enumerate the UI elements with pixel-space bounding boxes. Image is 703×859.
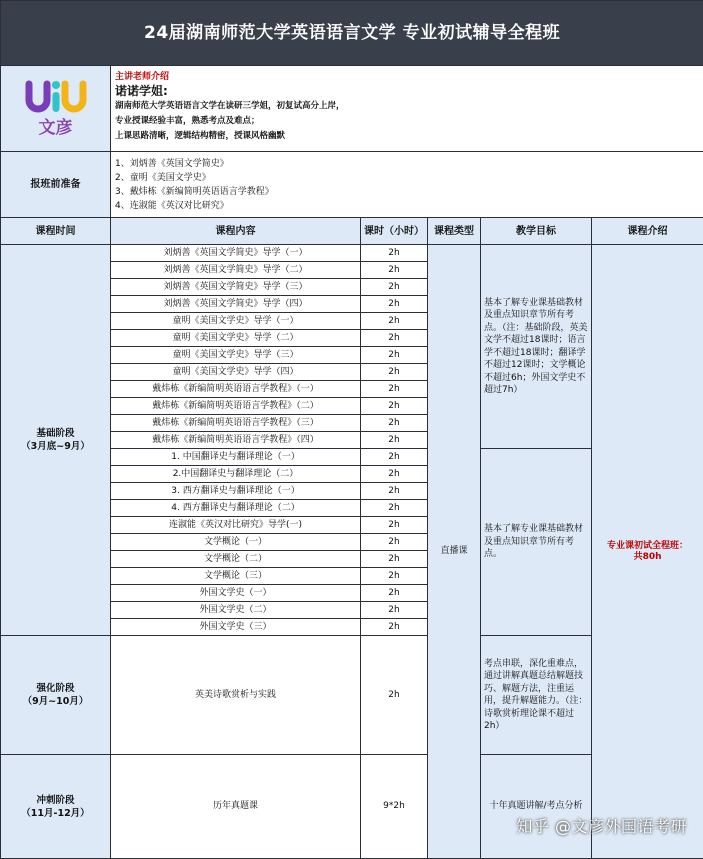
course-hours: 2h (361, 381, 428, 398)
course-item: 2.中国翻译史与翻译理论（二） (111, 466, 361, 483)
prep-item: 2、童明《美国文学史》 (115, 171, 703, 185)
course-hours: 2h (361, 313, 428, 330)
course-item: 英美诗歌赏析与实践 (111, 636, 361, 755)
course-item: 刘炳善《英国文学简史》导学（三） (111, 279, 361, 296)
header-hours: 课时（小时） (361, 218, 428, 245)
course-type: 直播课 (428, 245, 481, 859)
course-hours: 2h (361, 568, 428, 585)
course-item: 戴炜栋《新编简明英语语言学教程》（一） (111, 381, 361, 398)
prep-label: 报班前准备 (1, 152, 111, 218)
logo-mark-icon (25, 80, 87, 116)
course-item: 童明《美国文学史》导学（一） (111, 313, 361, 330)
course-hours: 2h (361, 415, 428, 432)
stage-name: 冲刺阶段 (1, 794, 110, 807)
stage-name: 强化阶段 (1, 682, 110, 695)
header-intro: 课程介绍 (592, 218, 703, 245)
teacher-intro (111, 66, 703, 152)
course-item: 3. 西方翻译史与翻译理论（一） (111, 483, 361, 500)
course-item: 1. 中国翻译史与翻译理论（一） (111, 449, 361, 466)
intro-line: 湖南师范大学英语语言文学在读研三学姐，初复试高分上岸， (115, 99, 703, 114)
stage-cell (1, 245, 111, 636)
course-item: 刘炳善《英国文学简史》导学（一） (111, 245, 361, 262)
intro-line: 上课思路清晰，逻辑结构精密，授课风格幽默 (115, 129, 703, 144)
header-goal: 教学目标 (481, 218, 592, 245)
logo (1, 66, 111, 152)
course-item: 4. 西方翻译史与翻译理论（二） (111, 500, 361, 517)
course-hours: 2h (361, 432, 428, 449)
course-hours: 2h (361, 262, 428, 279)
course-hours: 2h (361, 602, 428, 619)
course-hours: 2h (361, 398, 428, 415)
course-hours: 2h (361, 483, 428, 500)
course-item: 童明《美国文学史》导学（四） (111, 364, 361, 381)
teaching-goal: 基本了解专业课基础教材及重点知识章节所有考点。（注：基础阶段，英美文学不超过18课时；语言学不超过18课时；翻译学不超过12课时；文学概论不超过6h；外国文学史不超过7h） (481, 245, 592, 449)
course-item: 文学概论（二） (111, 551, 361, 568)
course-hours: 2h (361, 517, 428, 534)
course-item: 文学概论（一） (111, 534, 361, 551)
watermark: 知乎 @文彦外国语考研 (516, 814, 687, 837)
prep-item: 1、刘炳善《英国文学简史》 (115, 157, 703, 171)
teacher-name: 诺诺学姐: (115, 83, 703, 99)
course-hours: 2h (361, 296, 428, 313)
course-item: 童明《美国文学史》导学（二） (111, 330, 361, 347)
course-item: 外国文学史（一） (111, 585, 361, 602)
stage-period: （11月-12月） (1, 807, 110, 820)
stage-cell (1, 636, 111, 755)
course-hours: 2h (361, 619, 428, 636)
stage-cell (1, 755, 111, 859)
course-hours: 2h (361, 330, 428, 347)
course-item: 连淑能《英汉对比研究》导学(一) (111, 517, 361, 534)
course-hours: 2h (361, 245, 428, 262)
course-hours: 2h (361, 534, 428, 551)
stage-period: （9月~10月） (1, 695, 110, 708)
stage-period: （3月底~9月） (1, 440, 110, 453)
course-intro (592, 245, 703, 859)
course-hours: 2h (361, 364, 428, 381)
course-hours: 2h (361, 636, 428, 755)
course-item: 外国文学史（三） (111, 619, 361, 636)
course-intro-line: 专业课初试全程班： (592, 541, 703, 552)
course-item: 戴炜栋《新编简明英语语言学教程》（四） (111, 432, 361, 449)
course-hours: 2h (361, 551, 428, 568)
intro-heading: 主讲老师介绍 (115, 72, 703, 83)
logo-text: 文彦 (39, 118, 73, 138)
header-type: 课程类型 (428, 218, 481, 245)
intro-line: 专业授课经验丰富，熟悉考点及难点； (115, 114, 703, 129)
prep-item: 3、戴炜栋《新编简明英语语言学教程》 (115, 185, 703, 199)
stage-name: 基础阶段 (1, 427, 110, 440)
course-item: 童明《美国文学史》导学（三） (111, 347, 361, 364)
course-item: 戴炜栋《新编简明英语语言学教程》（二） (111, 398, 361, 415)
course-hours: 2h (361, 500, 428, 517)
course-hours: 2h (361, 279, 428, 296)
prep-list (111, 152, 703, 218)
course-intro-line: 共80h (592, 552, 703, 563)
course-hours: 9*2h (361, 755, 428, 859)
teaching-goal: 考点串联，深化重难点，通过讲解真题总结解题技巧、解题方法，注重运用，提升解题能力。（注：诗歌赏析理论课不超过2h） (481, 636, 592, 755)
course-hours: 2h (361, 449, 428, 466)
course-item: 文学概论（三） (111, 568, 361, 585)
header-content: 课程内容 (111, 218, 361, 245)
prep-item: 4、连淑能《英汉对比研究》 (115, 199, 703, 213)
course-item: 刘炳善《英国文学简史》导学（四） (111, 296, 361, 313)
teaching-goal: 十年真题讲解/考点分析 (481, 755, 592, 859)
course-hours: 2h (361, 347, 428, 364)
course-item: 刘炳善《英国文学简史》导学（二） (111, 262, 361, 279)
course-item: 历年真题课 (111, 755, 361, 859)
course-hours: 2h (361, 585, 428, 602)
course-item: 戴炜栋《新编简明英语语言学教程》（三） (111, 415, 361, 432)
teaching-goal: 基本了解专业课基础教材及重点知识章节所有考点。 (481, 449, 592, 636)
header-time: 课程时间 (1, 218, 111, 245)
course-item: 外国文学史（二） (111, 602, 361, 619)
course-hours: 2h (361, 466, 428, 483)
page-title: 24届湖南师范大学英语语言文学 专业初试辅导全程班 (1, 1, 703, 66)
